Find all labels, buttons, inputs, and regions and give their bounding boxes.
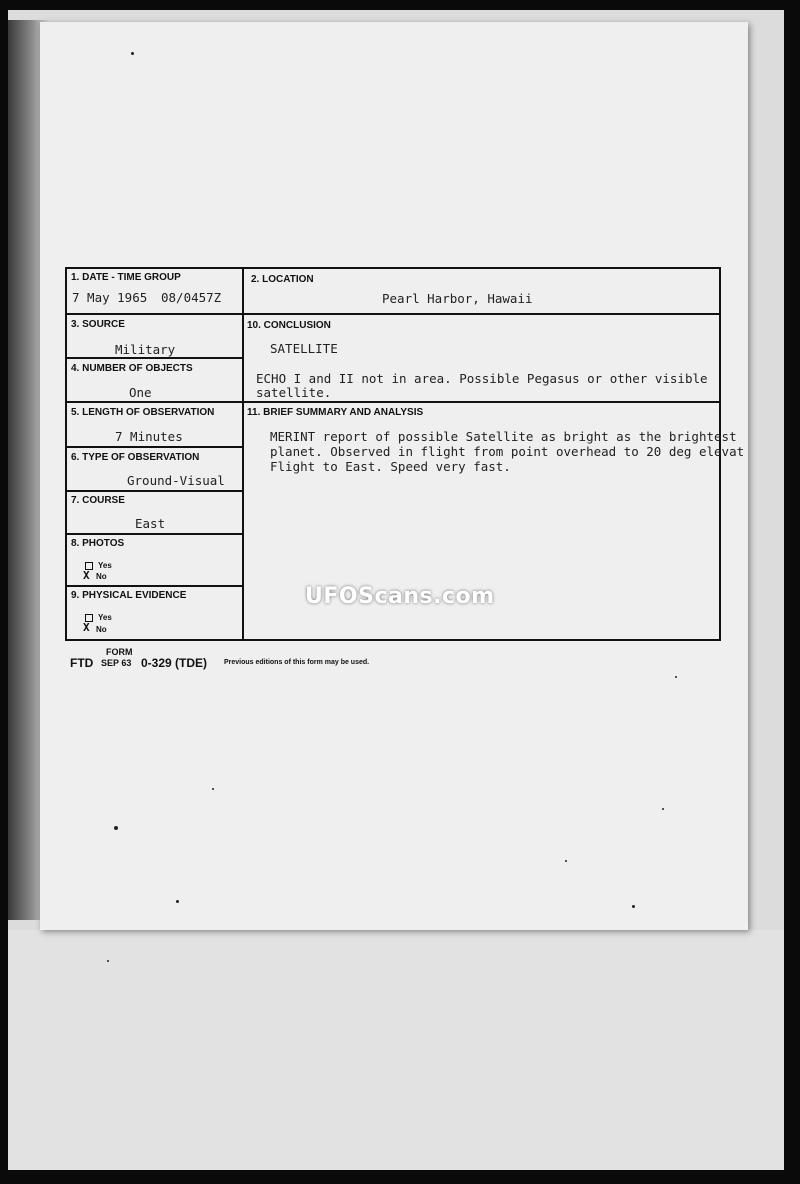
evidence-yes-label: Yes xyxy=(98,613,112,622)
scan-speck xyxy=(107,960,109,962)
course-label: 7. COURSE xyxy=(71,495,125,506)
scan-speck xyxy=(212,788,214,790)
scan-speck xyxy=(176,900,179,903)
underlying-page xyxy=(8,930,784,1170)
location-label: 2. LOCATION xyxy=(251,274,314,285)
row-divider xyxy=(67,313,719,315)
footer-form-date: SEP 63 xyxy=(101,658,132,668)
date-time-label: 1. DATE - TIME GROUP xyxy=(71,272,181,283)
footer-form-id: FTD xyxy=(70,656,94,670)
photos-no-checkbox-marked: X xyxy=(83,569,90,582)
location-value: Pearl Harbor, Hawaii xyxy=(382,291,533,306)
source-value: Military xyxy=(115,342,176,357)
number-of-objects-label: 4. NUMBER OF OBJECTS xyxy=(71,363,193,374)
type-of-observation-label: 6. TYPE OF OBSERVATION xyxy=(71,452,200,463)
course-value: East xyxy=(135,516,166,531)
row-divider xyxy=(67,401,719,403)
row-divider xyxy=(67,533,244,535)
time-value: 08/0457Z xyxy=(161,290,222,305)
summary-line1: MERINT report of possible Satellite as bright as the brightest xyxy=(270,429,737,444)
conclusion-note-line2: satellite. xyxy=(256,385,332,400)
photos-yes-label: Yes xyxy=(98,561,112,570)
scan-speck xyxy=(114,826,118,830)
photos-label: 8. PHOTOS xyxy=(71,538,125,549)
row-divider xyxy=(67,446,244,448)
conclusion-value: SATELLITE xyxy=(270,341,338,356)
summary-line2: planet. Observed in flight from point overhead to 20 deg elevat xyxy=(270,444,745,459)
footer-previous-editions: Previous editions of this form may be used. xyxy=(224,659,370,666)
date-value: 7 May 1965 xyxy=(72,290,148,305)
summary-label: 11. BRIEF SUMMARY AND ANALYSIS xyxy=(247,407,424,418)
number-of-objects-value: One xyxy=(129,385,152,400)
footer-form-number: 0-329 (TDE) xyxy=(141,656,208,670)
row-divider xyxy=(67,490,244,492)
evidence-no-label: No xyxy=(96,625,107,634)
row-divider xyxy=(67,357,244,359)
scan-speck xyxy=(662,808,664,810)
scan-speck xyxy=(131,52,134,55)
conclusion-label: 10. CONCLUSION xyxy=(247,320,331,331)
conclusion-note-line1: ECHO I and II not in area. Possible Pegasus or other visible xyxy=(256,371,708,386)
summary-line3: Flight to East. Speed very fast. xyxy=(270,459,511,474)
length-label: 5. LENGTH OF OBSERVATION xyxy=(71,407,215,418)
footer-form-word: FORM xyxy=(106,647,133,657)
evidence-no-checkbox-marked: X xyxy=(83,621,90,634)
scan-speck xyxy=(632,905,635,908)
photos-no-label: No xyxy=(96,572,107,581)
length-value: 7 Minutes xyxy=(115,429,183,444)
type-of-observation-value: Ground-Visual xyxy=(127,473,225,488)
ufoscans-watermark: UFOScans.com xyxy=(305,584,495,609)
scan-speck xyxy=(675,676,677,678)
scan-speck xyxy=(565,860,567,862)
row-divider xyxy=(67,585,244,587)
source-label: 3. SOURCE xyxy=(71,319,125,330)
physical-evidence-label: 9. PHYSICAL EVIDENCE xyxy=(71,590,187,601)
